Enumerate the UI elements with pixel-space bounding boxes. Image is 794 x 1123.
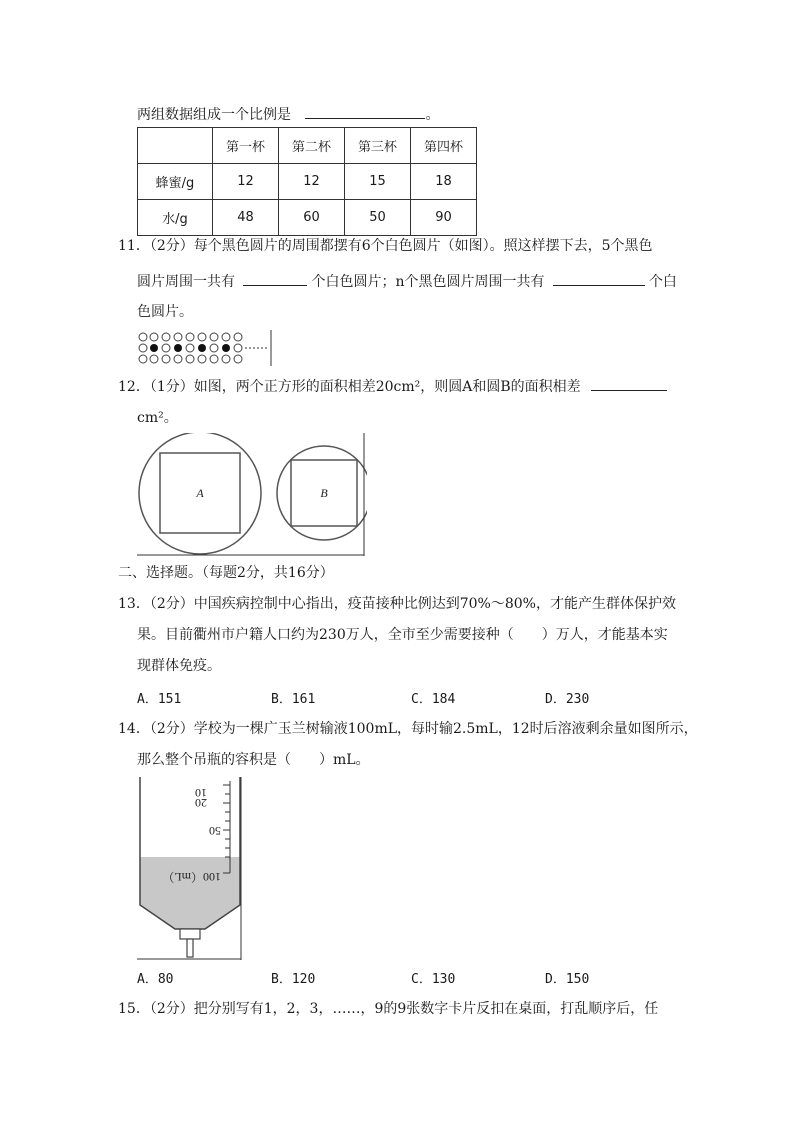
q13-line1: 13．（2分）中国疾病控制中心指出，疫苗接种比例达到70%～80%，才能产生群体保护效 [118,596,676,612]
q11-line1: 11．（2分）每个黑色圆片的周围都摆有6个白色圆片（如图）。照这样摆下去，5个黑色 [118,238,653,254]
q13-option-c[interactable]: C．184 [411,692,456,707]
table-cell: 18 [411,164,477,200]
q15-line1: 15．（2分）把分别写有1，2，3，……，9的9张数字卡片反扣在桌面，打乱顺序后，任 [118,1001,659,1017]
q11-text-a: 圆片周围一共有 [137,274,235,290]
q14-iv-bottle-figure [137,777,245,960]
q13-option-a[interactable]: A．151 [137,692,182,707]
label-a: A [196,486,204,500]
q14-option-c[interactable]: C．130 [411,972,456,987]
table-header-cup4: 第四杯 [411,128,477,164]
q13-option-d[interactable]: D．230 [545,692,590,707]
black-disc [150,344,158,352]
q14-option-b[interactable]: B．120 [271,972,316,987]
table-cell: 15 [345,164,411,200]
remaining-solution [140,857,240,929]
q11-line2 [137,271,677,292]
scale-label-20: 20 [195,796,207,810]
q12-unit: cm²。 [137,410,178,426]
scale-label-10: 10 [195,786,207,800]
q11-answer-blank-2[interactable] [553,271,645,286]
table-row-honey [138,164,477,200]
q14-line2: 那么整个吊瓶的容积是（ ）mL。 [137,752,370,768]
table-cell: 12 [279,164,345,200]
table-row-water [138,200,477,236]
q11-disc-figure [137,330,277,366]
q14-option-a[interactable]: A．80 [137,972,174,987]
table-header-cup2: 第二杯 [279,128,345,164]
table-row-label: 蜂蜜/g [138,164,213,200]
table-header-cup1: 第一杯 [213,128,279,164]
black-disc [174,344,182,352]
q11-answer-blank-1[interactable] [243,271,307,286]
table-cell: 90 [411,200,477,236]
table-cell: 50 [345,200,411,236]
q14-option-d[interactable]: D．150 [545,972,590,987]
bottle-tube [187,939,193,957]
label-b: B [320,486,328,500]
table-header-cup3: 第三杯 [345,128,411,164]
black-disc [222,344,230,352]
honey-water-table [137,127,477,236]
q13-line3: 现群体免疫。 [137,658,221,674]
q12-text: 12．（1分）如图，两个正方形的面积相差20cm²，则圆A和圆B的面积相差 [118,379,581,395]
black-disc [198,344,206,352]
q14-line1: 14．（2分）学校为一棵广玉兰树输液100mL，每时输2.5mL，12时后溶液剩余量如图所示， [118,721,698,737]
q11-text-c: 个白 [648,274,677,290]
section-2-title: 二、选择题。（每题2分，共16分） [118,565,334,581]
q12-circles-figure [137,433,367,556]
table-header-row [138,128,477,164]
q10-answer-blank[interactable] [305,104,425,119]
table-cell: 48 [213,200,279,236]
q11-line3: 色圆片。 [137,304,193,320]
q12-line1 [118,376,667,397]
table-cell: 12 [213,164,279,200]
table-corner-cell [138,128,213,164]
q12-answer-blank[interactable] [591,376,667,391]
q10-ratio-text: 两组数据组成一个比例是 [137,107,291,123]
scale-label-50: 50 [209,824,221,838]
q10-period: 。 [425,107,440,123]
q10-ratio-line [137,104,439,125]
scale-label-100: 100（mL） [162,870,221,884]
table-cell: 60 [279,200,345,236]
q11-text-b: 个白色圆片；n个黑色圆片周围一共有 [311,274,545,290]
q13-option-b[interactable]: B．161 [271,692,316,707]
bottle-cap [180,929,200,939]
table-row-label: 水/g [138,200,213,236]
q13-line2: 果。目前衢州市户籍人口约为230万人，全市至少需要接种（ ）万人，才能基本实 [137,627,668,643]
